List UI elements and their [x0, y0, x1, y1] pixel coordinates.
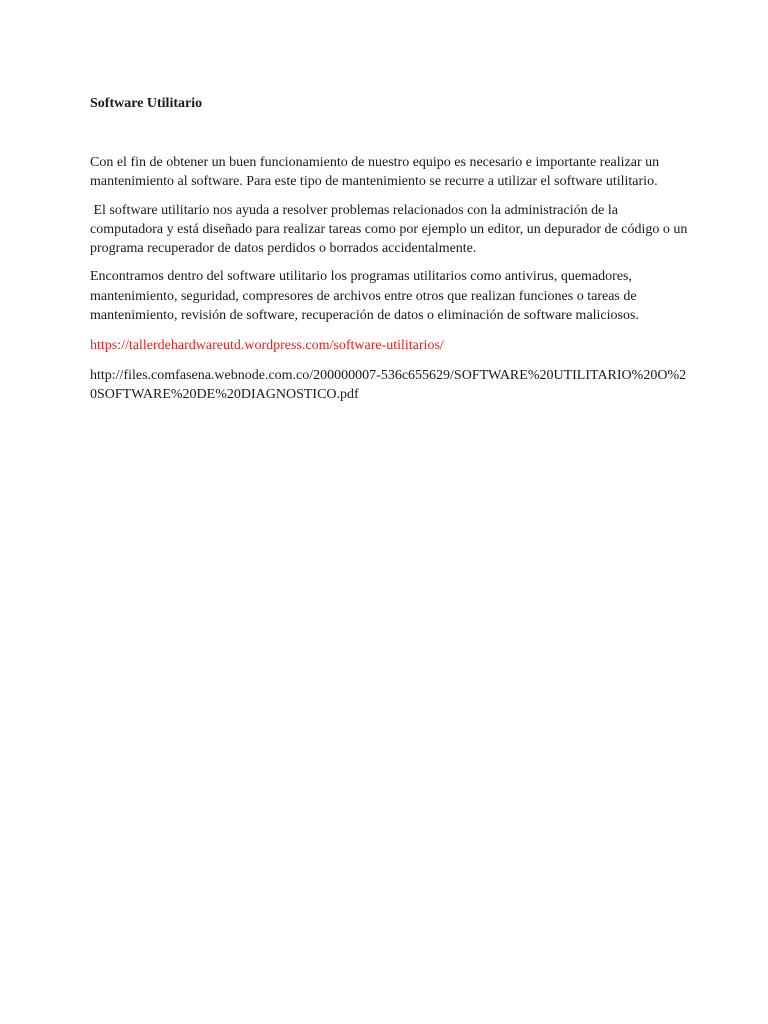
reference-url-text: http://files.comfasena.webnode.com.co/200000007-536c655629/SOFTWARE%20UTILITARIO%20O%20SOFTWARE%20DE%20DIAGNOSTICO.pdf — [90, 368, 687, 403]
paragraph-definition-text: El software utilitario nos ayuda a resolver problemas relacionados con la administración de la computadora y está diseñado para realizar tareas como por ejemplo un editor, un depurador de código o un programa recuperador de datos perdidos o borrados accidentalmente. — [90, 202, 688, 257]
paragraph-definition — [90, 201, 690, 259]
document-title: Software Utilitario — [90, 96, 203, 111]
paragraph-intro: Con el fin de obtener un buen funcionamiento de nuestro equipo es necesario e importante realizar un mantenimiento al software. Para este tipo de mantenimiento se recurre a utilizar el software utilitario. — [90, 155, 660, 190]
paragraph-examples: Encontramos dentro del software utilitario los programas utilitarios como antivirus, quemadores, mantenimiento, seguridad, compresores de archivos entre otros que realizan funciones o tareas de mantenimiento, revisión de software, recuperación de datos o eliminación de software maliciosos. — [90, 269, 639, 324]
reference-link[interactable]: https://tallerdehardwareutd.wordpress.com/software-utilitarios/ — [90, 338, 444, 354]
document-page — [90, 95, 690, 404]
